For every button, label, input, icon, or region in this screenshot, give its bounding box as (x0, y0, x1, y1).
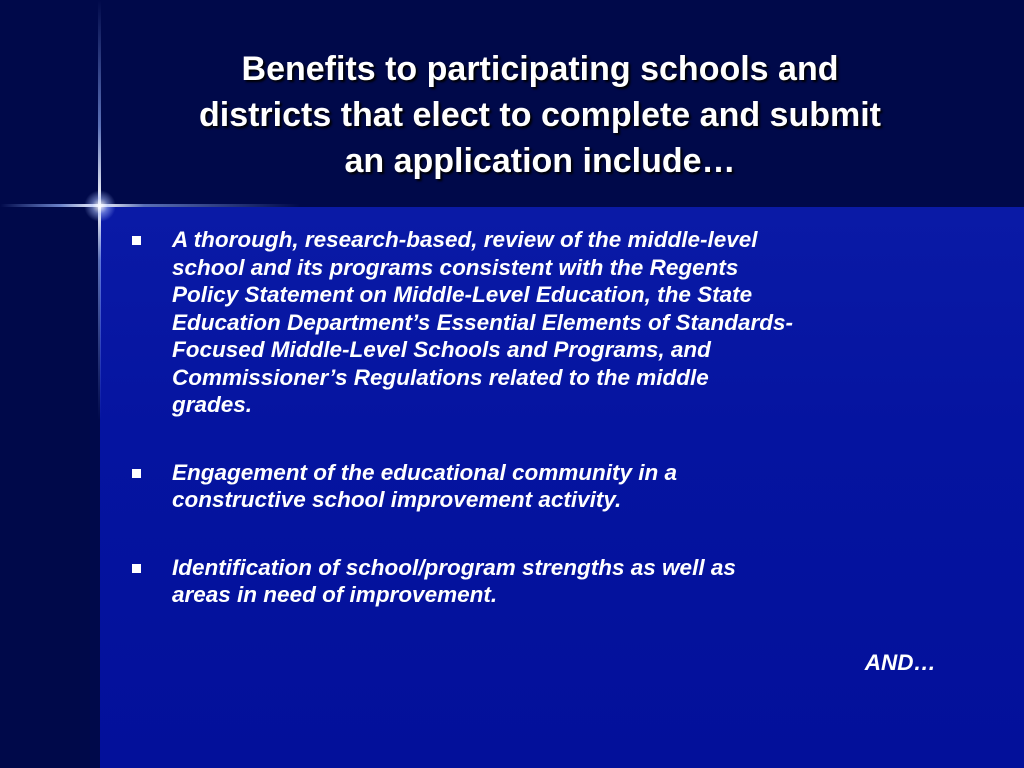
star-flare-horizontal-icon (0, 204, 300, 207)
slide-title (120, 46, 960, 184)
bullet-line: A thorough, research-based, review of the middle-level (172, 227, 758, 252)
bullet-line: Commissioner’s Regulations related to the middle (172, 364, 709, 390)
bullet-line: Engagement of the educational community in a (172, 459, 678, 485)
bullet-line: areas in need of improvement. (172, 582, 498, 607)
bullet-item-engagement (130, 459, 960, 514)
bullet-line: school and its programs consistent with the Regents (172, 254, 739, 280)
bullet-item-review (130, 226, 960, 419)
bullet-line: Education Department’s Essential Elements of Standards- (172, 309, 793, 335)
square-bullet-icon (132, 564, 141, 573)
bullet-line: grades. (172, 392, 253, 417)
title-line: districts that elect to complete and submit (198, 96, 881, 134)
bullet-line: constructive school improvement activity. (172, 487, 622, 512)
bullet-line: Identification of school/program strengths as well as (172, 554, 736, 580)
square-bullet-icon (132, 469, 141, 478)
title-line: an application include… (344, 142, 736, 180)
bullet-item-identification (130, 554, 960, 609)
bullet-list (130, 226, 960, 609)
bullet-line: Focused Middle-Level Schools and Programs, and (172, 337, 711, 362)
bullet-line: Policy Statement on Middle-Level Education, the State (172, 282, 753, 307)
star-flare-center-icon (84, 190, 116, 222)
left-background-band (0, 0, 100, 768)
closing-text: AND… (864, 650, 936, 675)
title-line: Benefits to participating schools and (241, 50, 839, 88)
square-bullet-icon (132, 236, 141, 245)
